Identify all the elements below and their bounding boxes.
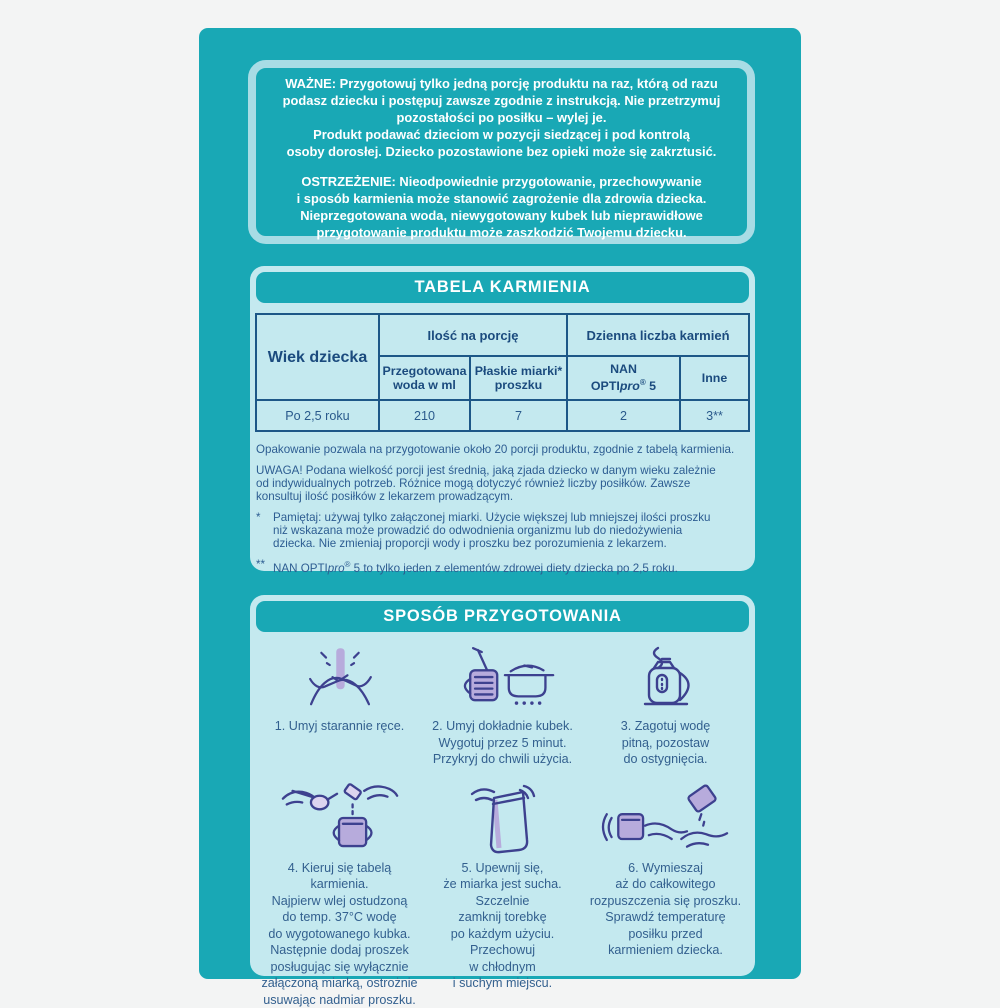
step-4 xyxy=(258,780,421,1008)
step-6 xyxy=(584,780,747,1008)
text-line: że miarka jest sucha. xyxy=(443,876,561,893)
warning-box xyxy=(248,60,755,244)
step-5-caption xyxy=(443,860,561,992)
text-line: do ostygnięcia. xyxy=(621,751,711,768)
text-line: aż do całkowitego xyxy=(590,876,741,893)
text-line: i suchym miejscu. xyxy=(443,975,561,992)
text-line: po każdym użyciu. xyxy=(443,926,561,943)
text-line: rozpuszczenia się proszku. xyxy=(590,893,741,910)
step-2-caption xyxy=(432,718,573,768)
kettle-icon xyxy=(634,646,698,712)
footnote1-text xyxy=(273,511,749,550)
text-line: usuwając nadmiar proszku. xyxy=(258,992,421,1008)
nan-brand-line1: NAN xyxy=(569,362,678,376)
step-5 xyxy=(421,780,584,1008)
cell-scoops: 7 xyxy=(470,400,567,431)
text-line: 5. Upewnij się, xyxy=(443,860,561,877)
text-line: niż wskazana może prowadzić do odwodnienia organizmu lub do niedożywienia xyxy=(273,524,749,537)
text-line: Najpierw wlej ostudzoną xyxy=(258,893,421,910)
step-3 xyxy=(584,638,747,768)
text-line: Wygotuj przez 5 minut. xyxy=(432,735,573,752)
scoop-powder-into-cup-icon xyxy=(279,782,401,854)
note-uwaga xyxy=(256,464,749,503)
text-line: w chłodnym xyxy=(443,959,561,976)
cell-age: Po 2,5 roku xyxy=(256,400,379,431)
text-line: osoby dorosłej. Dziecko pozostawione bez opieki może się zakrztusić. xyxy=(266,143,737,160)
preparation-panel xyxy=(250,595,755,976)
footnote-diet xyxy=(256,558,749,575)
text-line: do wygotowanego kubka. xyxy=(258,926,421,943)
text-line: Produkt podawać dzieciom w pozycji siedzącej i pod kontrolą xyxy=(266,126,737,143)
col-header-other: Inne xyxy=(680,356,749,400)
text-line: Sprawdź temperaturę xyxy=(590,909,741,926)
text-line: zamknij torebkę xyxy=(443,909,561,926)
col-header-water: Przegotowana woda w ml xyxy=(379,356,470,400)
text-line: podasz dziecku i postępuj zawsze zgodnie z instrukcją. Nie przetrzymuj xyxy=(266,92,737,109)
text-line: 6. Wymieszaj xyxy=(590,860,741,877)
wash-hands-icon xyxy=(298,646,382,712)
note-capacity: Opakowanie pozwala na przygotowanie około 20 porcji produktu, zgodnie z tabelą karmienia. xyxy=(256,443,749,456)
steps-row-2 xyxy=(258,780,747,1008)
text-line: załączoną miarką, ostrożnie xyxy=(258,975,421,992)
footnote2-text: NAN OPTIpro® 5 to tylko jeden z elementów zdrowej diety dziecka po 2,5 roku. xyxy=(273,558,749,575)
col-header-nan-optipro xyxy=(567,356,680,400)
footnote1-marker: * xyxy=(256,511,273,550)
feeding-table-title: TABELA KARMIENIA xyxy=(256,272,749,303)
text-line: 1. Umyj starannie ręce. xyxy=(275,718,405,735)
text-line: posługując się wyłącznie xyxy=(258,959,421,976)
col-header-scoops: Płaskie miarki* proszku xyxy=(470,356,567,400)
step-2 xyxy=(421,638,584,768)
text-line: 4. Kieruj się tabelą karmienia. xyxy=(258,860,421,893)
cell-water-ml: 210 xyxy=(379,400,470,431)
text-line: pozostałości po posiłku – wylej je. xyxy=(266,109,737,126)
text-line: Pamiętaj: używaj tylko załączonej miarki. Użycie większej lub mniejszej ilości proszku xyxy=(273,511,749,524)
table-notes xyxy=(256,443,749,575)
col-header-age: Wiek dziecka xyxy=(256,314,379,400)
nan-brand-line2: OPTIpro® 5 xyxy=(569,376,678,393)
text-line: OSTRZEŻENIE: Nieodpowiednie przygotowanie, przechowywanie xyxy=(266,173,737,190)
text-line: i sposób karmienia może stanowić zagrożenie dla zdrowia dziecka. xyxy=(266,190,737,207)
boil-cup-and-pot-icon xyxy=(449,646,557,712)
text-line: dziecka. Nie zmieniaj proporcji wody i proszku bez porozumienia z lekarzem. xyxy=(273,537,749,550)
col-group-daily-feedings: Dzienna liczba karmień xyxy=(567,314,749,356)
step-1-caption xyxy=(275,718,405,735)
text-line: UWAGA! Podana wielkość porcji jest średnią, jaką zjada dziecko w danym wieku zależnie xyxy=(256,464,749,477)
step-1 xyxy=(258,638,421,768)
table-row xyxy=(256,400,749,431)
step-3-caption xyxy=(621,718,711,768)
text-line: 2. Umyj dokładnie kubek. xyxy=(432,718,573,735)
col-group-portion: Ilość na porcję xyxy=(379,314,567,356)
text-line: Przechowuj xyxy=(443,942,561,959)
text-line: Przykryj do chwili użycia. xyxy=(432,751,573,768)
text-line: posiłku przed xyxy=(590,926,741,943)
text-line: od indywidualnych potrzeb. Różnice mogą dotyczyć również liczby posiłków. Zawsze xyxy=(256,477,749,490)
packaging-back-panel xyxy=(199,28,801,979)
text-line: 3. Zagotuj wodę xyxy=(621,718,711,735)
preparation-title: SPOSÓB PRZYGOTOWANIA xyxy=(256,601,749,632)
text-line: karmieniem dziecka. xyxy=(590,942,741,959)
cell-other-feedings: 3** xyxy=(680,400,749,431)
text-line: WAŻNE: Przygotowuj tylko jedną porcję produktu na raz, którą od razu xyxy=(266,75,737,92)
feeding-table xyxy=(255,313,750,432)
text-line: pitną, pozostaw xyxy=(621,735,711,752)
mix-and-check-temperature-icon xyxy=(603,782,729,854)
text-line: Szczelnie xyxy=(443,893,561,910)
steps-row-1 xyxy=(258,638,747,768)
warning-important-paragraph xyxy=(266,75,737,160)
footnote2-marker: ** xyxy=(256,558,273,575)
text-line: Następnie dodaj proszek xyxy=(258,942,421,959)
footnote-scoop xyxy=(256,511,749,550)
cell-nan-feedings: 2 xyxy=(567,400,680,431)
warning-caution-paragraph xyxy=(266,173,737,241)
text-line: konsultuj ilość posiłków z lekarzem prowadzącym. xyxy=(256,490,749,503)
text-line: do temp. 37°C wodę xyxy=(258,909,421,926)
close-bag-icon xyxy=(468,782,538,854)
step-4-caption xyxy=(258,860,421,1008)
text-line: Nieprzegotowana woda, niewygotowany kubek lub nieprawidłowe xyxy=(266,207,737,224)
feeding-table-panel xyxy=(250,266,755,571)
text-line: przygotowanie produktu może zaszkodzić Twojemu dziecku. xyxy=(266,224,737,241)
step-6-caption xyxy=(590,860,741,959)
